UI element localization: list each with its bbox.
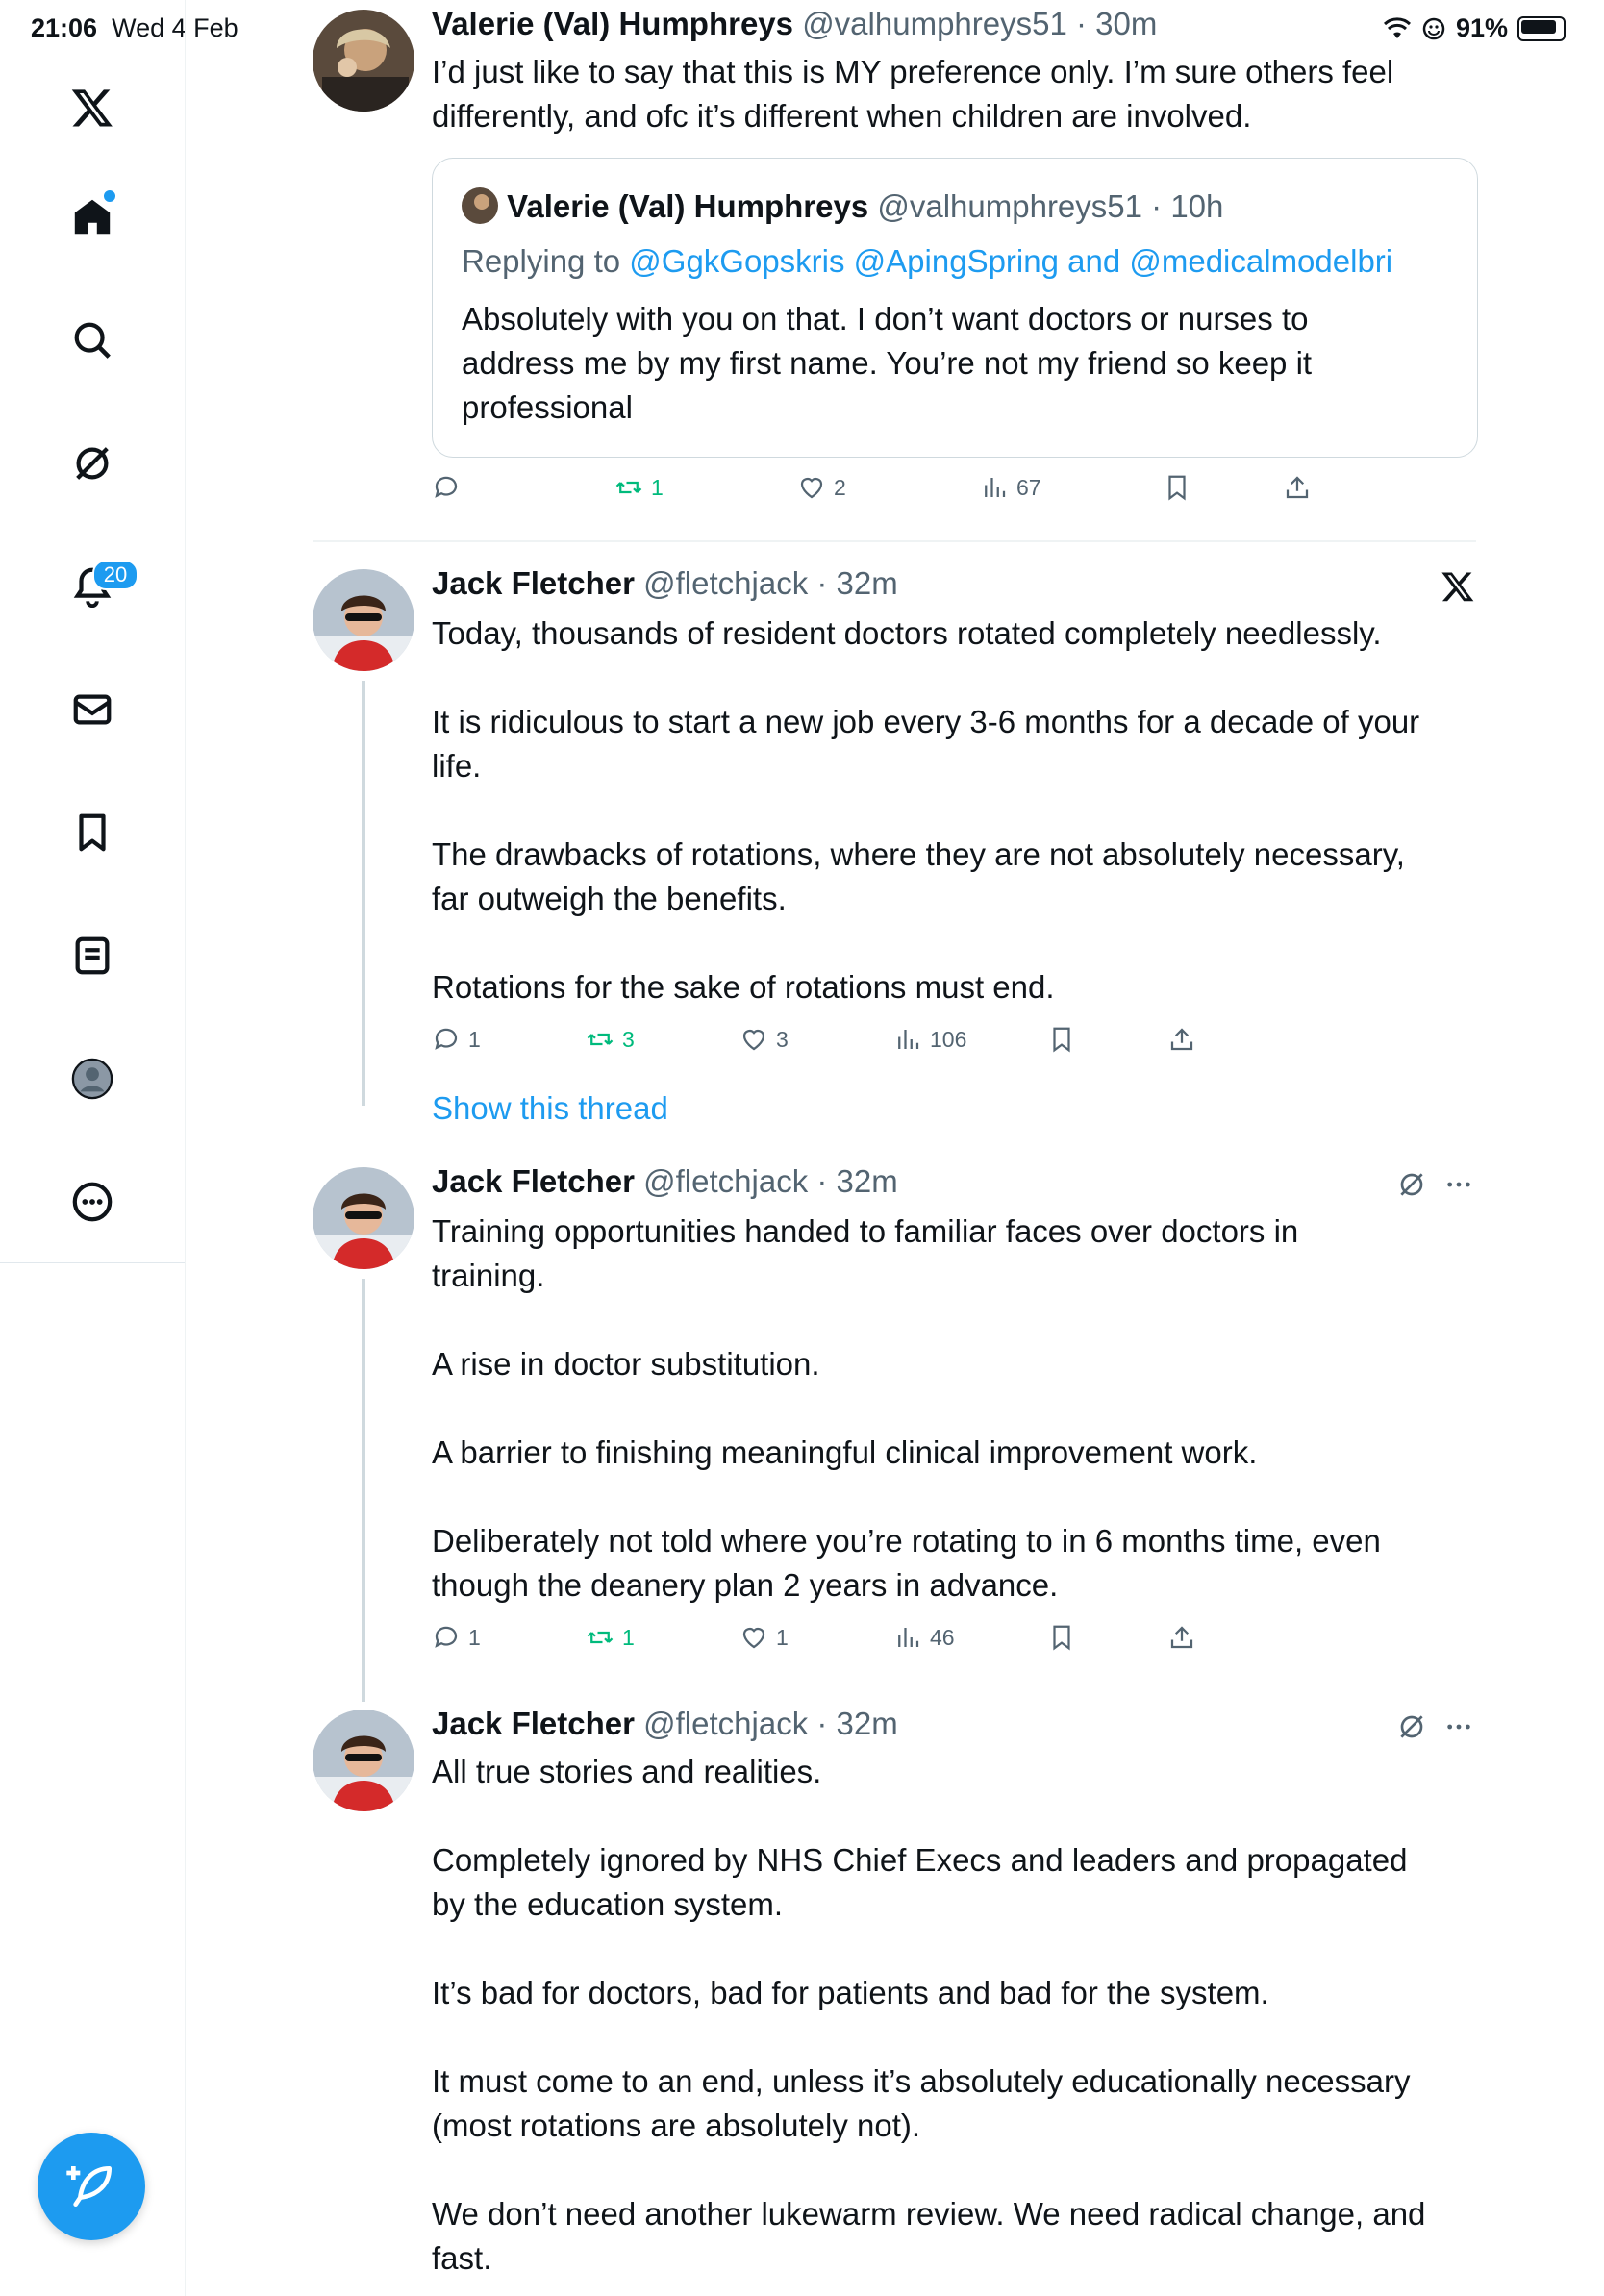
messages-nav-item[interactable] [0, 671, 185, 748]
tweet-header: Jack Fletcher @fletchjack · 32m [432, 1163, 898, 1199]
tweet-text: I’d just like to say that this is MY preference only. I’m sure others feel differently, and ofc it’s different when children are involved. [432, 54, 1394, 134]
tweet-divider [313, 540, 1476, 542]
author-handle[interactable]: @fletchjack [643, 1706, 809, 1741]
compose-post-button[interactable] [38, 2133, 145, 2240]
repost-icon [586, 1623, 614, 1652]
bookmark-button[interactable] [1047, 1623, 1076, 1652]
like-button[interactable]: 2 [797, 473, 846, 502]
author-name[interactable]: Valerie (Val) Humphreys [432, 6, 794, 41]
tweet-time[interactable]: 32m [836, 1163, 898, 1199]
avatar[interactable] [313, 10, 414, 112]
bookmark-icon [1047, 1025, 1076, 1054]
tweet-text: Today, thousands of resident doctors rotated completely needlessly. It is ridiculous to start a new job every 3-6 months for a decade of your life. The drawbacks of rotations, where they are not absolutely necessary, far outweigh the benefits. Rotations for the sake of rotations must end. [432, 615, 1420, 1005]
views-icon [893, 1025, 922, 1054]
notifications-badge: 20 [92, 560, 138, 590]
more-icon [70, 1180, 114, 1224]
profile-nav-item[interactable] [0, 1040, 185, 1117]
reply-button[interactable]: 1 [432, 1025, 481, 1054]
bookmarks-icon [70, 811, 114, 855]
grok-nav-item[interactable] [0, 425, 185, 502]
repost-button[interactable]: 1 [614, 473, 664, 502]
grok-icon [70, 441, 114, 486]
quoted-tweet-time: 10h [1170, 188, 1224, 224]
reply-button[interactable]: 1 [432, 1623, 481, 1652]
repost-button[interactable]: 3 [586, 1025, 635, 1054]
sidebar-divider [0, 1262, 185, 1263]
repost-button[interactable]: 1 [586, 1623, 635, 1652]
share-icon [1283, 473, 1312, 502]
author-name[interactable]: Jack Fletcher [432, 1163, 635, 1199]
thread-line [362, 1279, 365, 1702]
tweet-time[interactable]: 30m [1095, 6, 1158, 41]
views-button[interactable]: 67 [980, 473, 1041, 502]
more-options-icon[interactable] [1440, 1165, 1478, 1204]
quoted-tweet-header: Valerie (Val) Humphreys @valhumphreys51 · 10h [462, 187, 1223, 225]
share-icon [1167, 1025, 1196, 1054]
tweet-text: All true stories and realities. Completely ignored by NHS Chief Execs and leaders and propagated by the education system. It’s bad for doctors, bad for patients and bad for the system. It must come to an end, unless it’s absolutely educationally necessary (most rotations are absolutely not). We don’t need another lukewarm review. We need radical change, and fast. [432, 1754, 1426, 2276]
avatar[interactable] [313, 1710, 414, 1811]
more-nav-item[interactable] [0, 1163, 185, 1240]
tweet-header: Valerie (Val) Humphreys @valhumphreys51 · 30m [432, 6, 1158, 41]
author-name[interactable]: Jack Fletcher [432, 1706, 635, 1741]
reply-icon [432, 1623, 461, 1652]
share-icon [1167, 1623, 1196, 1652]
search-nav-item[interactable] [0, 302, 185, 379]
author-handle[interactable]: @fletchjack [643, 1163, 809, 1199]
author-name[interactable]: Jack Fletcher [432, 565, 635, 601]
quoted-author-handle: @valhumphreys51 [877, 188, 1142, 224]
tweet-actions [432, 1025, 1490, 1063]
quoted-avatar [462, 187, 498, 224]
bookmark-button[interactable] [1047, 1025, 1076, 1054]
heart-icon [739, 1623, 768, 1652]
lists-nav-item[interactable] [0, 917, 185, 994]
quoted-tweet[interactable] [432, 158, 1478, 458]
grok-icon[interactable] [1392, 1708, 1431, 1746]
notifications-nav-item[interactable] [0, 548, 185, 625]
x-logo-icon[interactable] [0, 69, 185, 146]
author-handle[interactable]: @fletchjack [643, 565, 809, 601]
compose-feather-icon [64, 2159, 118, 2213]
share-button[interactable] [1167, 1025, 1196, 1054]
tweet-header: Jack Fletcher @fletchjack · 32m [432, 1706, 898, 1741]
home-nav-item[interactable] [0, 179, 185, 256]
tweet-time[interactable]: 32m [836, 1706, 898, 1741]
thread-line [362, 681, 365, 1106]
status-time-date: 21:06 Wed 4 Feb [31, 13, 238, 42]
home-unread-dot [102, 188, 117, 204]
like-button[interactable]: 1 [739, 1623, 789, 1652]
quoted-tweet-text: Absolutely with you on that. I don’t want doctors or nurses to address me by my first name. You’re not my friend so keep it professional [462, 301, 1313, 425]
reply-icon [432, 473, 461, 502]
timeline [185, 0, 1604, 2296]
tweet-time[interactable]: 32m [836, 565, 898, 601]
tweet-header: Jack Fletcher @fletchjack · 32m [432, 565, 898, 601]
views-icon [980, 473, 1009, 502]
battery-percent: 91% [1455, 13, 1508, 42]
author-handle[interactable]: @valhumphreys51 [802, 6, 1067, 41]
more-options-icon[interactable] [1440, 1708, 1478, 1746]
replying-to: Replying to @GgkGopskris @ApingSpring and @medicalmodelbri [462, 243, 1393, 279]
search-icon [70, 318, 114, 362]
heart-icon [797, 473, 826, 502]
tweet-actions [432, 1623, 1490, 1661]
views-icon [893, 1623, 922, 1652]
like-button[interactable]: 3 [739, 1025, 789, 1054]
repost-icon [586, 1025, 614, 1054]
bookmark-button[interactable] [1163, 473, 1191, 502]
messages-icon [70, 687, 114, 732]
tweet-text: Training opportunities handed to familiar faces over doctors in training. A rise in doctor substitution. A barrier to finishing meaningful clinical improvement work. Deliberately not told where you’re rotating to in 6 months time, even though the deanery plan 2 years in advance. [432, 1213, 1381, 1603]
lists-icon [70, 934, 114, 978]
share-button[interactable] [1167, 1623, 1196, 1652]
share-button[interactable] [1283, 473, 1312, 502]
repost-icon [614, 473, 643, 502]
grok-icon[interactable] [1392, 1165, 1431, 1204]
reply-button[interactable] [432, 473, 468, 502]
heart-icon [739, 1025, 768, 1054]
replying-to-mentions[interactable]: @GgkGopskris @ApingSpring and @medicalmodelbri [629, 243, 1393, 279]
bookmarks-nav-item[interactable] [0, 794, 185, 871]
views-button[interactable]: 46 [893, 1623, 955, 1652]
avatar[interactable] [313, 1167, 414, 1269]
reply-icon [432, 1025, 461, 1054]
quoted-author-name: Valerie (Val) Humphreys [507, 188, 869, 224]
profile-icon [70, 1057, 114, 1101]
tweet-actions [432, 473, 1490, 512]
show-thread-link[interactable]: Show this thread [432, 1090, 668, 1126]
views-button[interactable]: 106 [893, 1025, 966, 1054]
bookmark-icon [1163, 473, 1191, 502]
bookmark-icon [1047, 1623, 1076, 1652]
x-logo-icon [1439, 567, 1477, 606]
avatar[interactable] [313, 569, 414, 671]
sidebar [0, 0, 186, 2296]
